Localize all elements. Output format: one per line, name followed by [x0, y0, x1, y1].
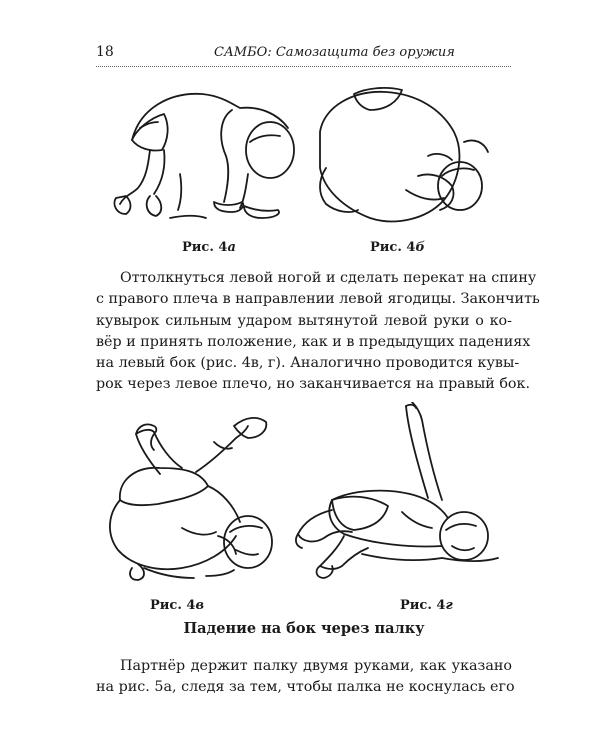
- figure-4g: [292, 402, 502, 582]
- running-title: САМБО: Самозащита без оружия: [214, 45, 455, 60]
- figure-caption-4g: Рис. 4г: [400, 598, 453, 613]
- paragraph-line: с правого плеча в направлении левой ягодицы. Закончить: [96, 291, 540, 308]
- paragraph-line: рок через левое плечо, но заканчивается на правый бок.: [96, 376, 531, 393]
- paragraph-line: на левый бок (рис. 4в, г). Аналогично проводится кувы-: [96, 355, 520, 372]
- wrestler-rolling-illustration: [314, 80, 494, 228]
- paragraph-line: Оттолкнуться левой ногой и сделать перекат на спину: [120, 270, 537, 286]
- figure-4b: [314, 80, 494, 228]
- paragraph-line: кувырок сильным ударом вытянутой левой руки о ко-: [96, 312, 512, 329]
- figure-caption-4a: Рис. 4а: [182, 240, 236, 255]
- running-header: [96, 44, 511, 67]
- wrestler-back-roll-illustration: [98, 408, 298, 586]
- figure-4a: [110, 78, 310, 228]
- body-paragraph-2: [96, 656, 515, 699]
- paragraph-line: вёр и принять положение, как и в предыдущих падениях: [96, 333, 531, 350]
- figure-caption-4v: Рис. 4в: [150, 598, 204, 613]
- figure-4v: [98, 408, 298, 586]
- body-paragraph-1: [96, 268, 540, 396]
- paragraph-line: Партнёр держит палку двумя руками, как указано: [120, 658, 512, 674]
- figure-caption-4b: Рис. 4б: [370, 240, 425, 255]
- paragraph-line: на рис. 5а, следя за тем, чтобы палка не коснулась его: [96, 679, 515, 696]
- page-number: 18: [96, 44, 114, 60]
- section-heading: Падение на бок через палку: [183, 620, 425, 637]
- wrestler-crouching-illustration: [110, 78, 310, 228]
- wrestler-side-lying-illustration: [292, 402, 502, 582]
